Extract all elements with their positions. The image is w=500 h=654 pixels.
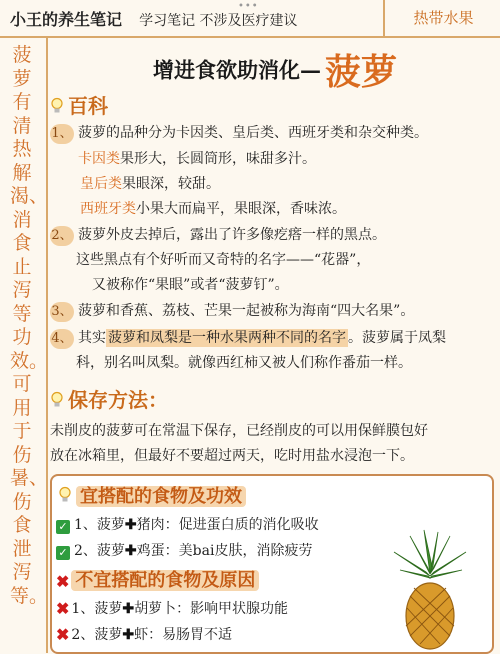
pair-a: 菠萝 <box>96 543 125 559</box>
cross-icon: ✖ <box>56 572 70 591</box>
bad-pairing-heading <box>56 566 259 592</box>
category-tag: 热带水果 <box>383 0 500 36</box>
pair-b: 胡萝卜 <box>134 601 177 617</box>
item-2-line-3: 又被称作“果眼”或者“菠萝钉”。 <box>92 277 289 293</box>
baike-heading <box>50 90 108 119</box>
pair-num: 1、 <box>71 601 95 617</box>
pair-b: 虾 <box>134 627 149 643</box>
storage-heading <box>50 384 168 413</box>
lightbulb-icon <box>50 391 64 409</box>
header <box>0 0 500 38</box>
item-text: 菠萝的品种分为卡因类、皇后类、西班牙类和杂交种类。 <box>78 125 428 141</box>
storage-line-2: 放在冰箱里，但最好不要超过两天，吃时用盐水浸泡一下。 <box>50 448 414 464</box>
pair-colon: ： <box>176 601 191 617</box>
pair-colon: ： <box>148 627 163 643</box>
plus-icon: ✚ <box>124 543 137 559</box>
storage-line-1: 未削皮的菠萝可在常温下保存，已经削皮的可以用保鲜膜包好 <box>50 423 428 439</box>
item-number: 4、 <box>50 329 74 349</box>
pair-colon: ： <box>164 517 179 533</box>
pair-b: 猪肉 <box>136 517 165 533</box>
item-4-highlight: 菠萝和凤梨是一种水果两种不同的名字 <box>108 330 346 346</box>
variety-3 <box>80 198 346 218</box>
item-4-pre: 其实 <box>78 330 106 346</box>
pair-a: 菠萝 <box>94 627 123 643</box>
variety-desc: 小果大而扁平，果眼深，香味浓。 <box>136 201 346 217</box>
bad-pairing-item-2 <box>56 624 232 644</box>
pair-effect: 促进蛋白质的消化吸收 <box>178 517 319 533</box>
page-title <box>50 44 500 95</box>
pair-num: 2、 <box>74 543 97 559</box>
variety-name: 卡因类 <box>78 151 120 167</box>
lightbulb-icon <box>58 486 72 504</box>
pair-effect: 美bai皮肤，消除疲劳 <box>178 543 313 559</box>
cross-icon: ✖ <box>56 599 70 618</box>
title-main: 增进食欲助消化— <box>152 57 321 83</box>
pair-num: 1、 <box>74 517 97 533</box>
cross-icon: ✖ <box>56 625 70 644</box>
variety-2 <box>80 173 220 193</box>
variety-desc: 果形大，长圆筒形，味甜多汁。 <box>120 151 316 167</box>
baike-item-3 <box>50 300 414 322</box>
good-pairing-heading <box>58 482 246 508</box>
pineapple-illustration <box>380 526 480 651</box>
variety-desc: 果眼深，较甜。 <box>122 176 220 192</box>
pair-effect: 影响甲状腺功能 <box>190 601 289 617</box>
item-text: 菠萝和香蕉、荔枝、芒果一起被称为海南“四大名果”。 <box>78 303 415 319</box>
sidebar <box>0 38 48 653</box>
title-highlight: 菠萝 <box>324 51 397 93</box>
checkmark-icon: ✓ <box>56 520 70 534</box>
item-2-line-2: 这些黑点有个好听而又奇特的名字——“花器”， <box>76 252 371 268</box>
good-pairing-item-1 <box>56 514 319 534</box>
variety-1 <box>78 148 316 168</box>
baike-heading-text: 百科 <box>68 94 108 118</box>
checkmark-icon: ✓ <box>56 546 70 560</box>
item-4-post: 。菠萝属于凤梨 <box>348 330 446 346</box>
sidebar-efficacy-text: 菠萝有清热解渴、消食止泻等功效。可用于伤暑、伤食泄泻等。 <box>10 44 49 607</box>
item-number: 3、 <box>50 302 74 322</box>
variety-name: 皇后类 <box>80 176 122 192</box>
plus-icon: ✚ <box>122 627 135 643</box>
variety-name: 西班牙类 <box>80 201 136 217</box>
bad-pairing-heading-text: 不宜搭配的食物及原因 <box>71 570 259 591</box>
more-menu-icon[interactable]: ••• <box>238 1 259 12</box>
item-number: 1、 <box>50 124 74 144</box>
storage-heading-text: 保存方法： <box>68 388 168 412</box>
good-pairing-item-2 <box>56 540 312 560</box>
header-subtitle: 学习笔记 不涉及医疗建议 <box>139 13 298 29</box>
lightbulb-icon <box>50 97 64 115</box>
app-title: 小王的养生笔记 <box>10 10 123 29</box>
item-number: 2、 <box>50 226 74 246</box>
pair-b: 鸡蛋 <box>136 543 165 559</box>
pair-a: 菠萝 <box>94 601 123 617</box>
pair-num: 2、 <box>71 627 95 643</box>
bad-pairing-item-1 <box>56 598 288 618</box>
pair-colon: ： <box>164 543 179 559</box>
good-pairing-heading-text: 宜搭配的食物及功效 <box>76 486 246 507</box>
pair-effect: 易肠胃不适 <box>162 627 233 643</box>
baike-item-1 <box>50 122 428 144</box>
pair-a: 菠萝 <box>96 517 125 533</box>
plus-icon: ✚ <box>122 601 135 617</box>
item-text: 菠萝外皮去掉后，露出了许多像疙瘩一样的黑点。 <box>78 227 386 243</box>
baike-item-2 <box>50 224 386 246</box>
main-content <box>50 38 500 653</box>
baike-item-4 <box>50 327 446 349</box>
plus-icon: ✚ <box>124 517 137 533</box>
item-4-line-2: 科，别名叫凤梨。就像西红柿又被人们称作番茄一样。 <box>76 355 412 371</box>
